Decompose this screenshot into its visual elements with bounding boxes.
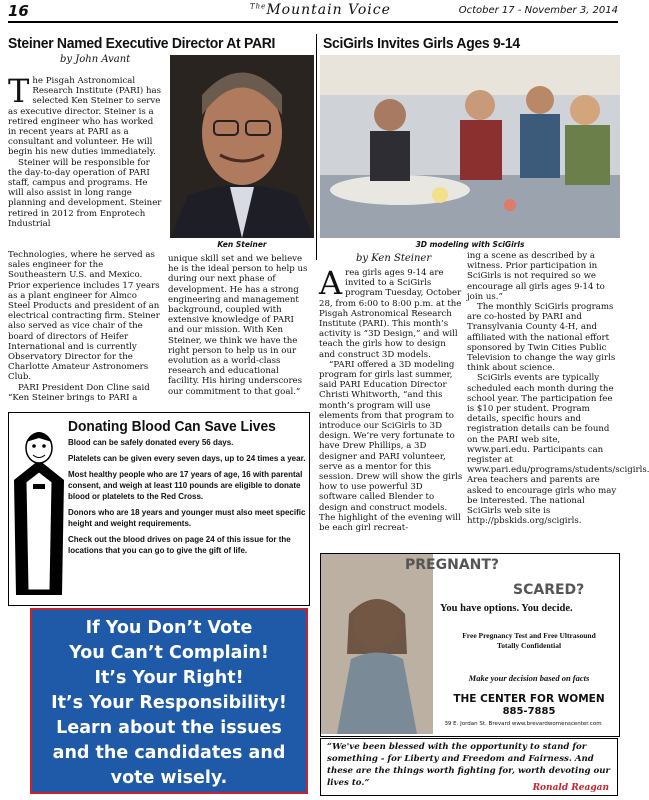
- blood-fact: Donors who are 18 years and younger must also meet specific height and weight requirements.: [68, 508, 306, 528]
- article2-p4: The monthly SciGirls programs are co-hosted by PARI and Transylvania County 4-H, and affiliated with the national effort sponsored by Twin Cities Public Television to change the way girls think about science.: [467, 302, 616, 374]
- blood-facts: [68, 437, 306, 561]
- headline-steiner: Steiner Named Executive Director At PARI: [8, 35, 276, 52]
- ad-center-name: THE CENTER FOR WOMEN: [453, 693, 605, 705]
- page-number: 16: [8, 2, 29, 20]
- vote-box: [30, 608, 308, 794]
- ad-scared: SCARED?: [513, 582, 585, 598]
- header-rule: [8, 21, 618, 23]
- article2-column2: [467, 251, 649, 527]
- article2-p5: SciGirls events are typically scheduled each month during the school year. The participation fee is $10 per student. Program details, specific hours and registration details can be found on the PARI web site, www.pari.edu. Participants can register at www.pari.edu/programs/students/scigirls. Area teachers and parents are asked to encourage girls who may be interested. The national SciGirls web site is http://pbskids.org/scigirls.: [467, 373, 649, 527]
- photo-scigirls: [320, 55, 620, 238]
- ad-options: You have options. You decide.: [440, 603, 573, 614]
- ad-address: 39 E. Jordan St. Brevard www.brevardwomenscenter.com: [444, 721, 602, 727]
- masthead-title: Mountain Voice: [266, 2, 391, 18]
- blood-fact: Most healthy people who are 17 years of age, 16 with parental consent, and weigh at least 110 pounds are eligible to donate blood or platelets to the Red Cross.: [68, 470, 303, 501]
- article2-p3: ing a scene as described by a witness. Prior participation in SciGirls is not required so we encourage all girls ages 9-14 to join us.”: [467, 251, 605, 302]
- vote-line: and the candidates and: [52, 743, 286, 763]
- article1-p2: Steiner will be responsible for the day-to-day operation of PARI staff, campus and programs. He will also assist in long range planning and development. Steiner retired in 2012 from Enprotech Industrial: [8, 157, 162, 229]
- article2-p1: rea girls ages 9-14 are invited to a SciGirls program Tuesday, October 28, from 6:00 to 8:00 p.m. at the Pisgah Astronomical Research Institute (PARI). This month’s activity is “3D Design,” and will teach the girls how to design and construct 3D models.: [319, 268, 462, 360]
- caption-ken-steiner: Ken Steiner: [217, 240, 267, 249]
- article2-column1: [319, 264, 463, 534]
- blood-title: Donating Blood Can Save Lives: [68, 418, 276, 435]
- ad-photo-woman: [321, 554, 433, 734]
- article1-p3: PARI President Don Cline said “Ken Steiner brings to PARI a: [8, 382, 150, 403]
- article1-column1: [8, 72, 163, 229]
- ad-test-line1: Free Pregnancy Test and Free Ultrasound: [462, 631, 596, 640]
- ad-decision: Make your decision based on facts: [468, 673, 590, 683]
- issue-date: October 17 - November 3, 2014: [458, 5, 618, 16]
- caption-scigirls: 3D modeling with SciGirls: [415, 240, 525, 249]
- vote-line: It’s Your Responsibility!: [51, 693, 287, 713]
- article2-p2: “PARI offered a 3D modeling program for girls last summer, said PARI Education Director Christi Whitworth, “and this month’s program will use elements from that program to introduce our SciGirls to 3D design. We’re very fortunate to have Drew Phillips, a 3D designer and PARI volunteer, serve as a mentor for this session. Drew will show the girls how to use powerful 3D software called Blender to design and construct models. The highlight of the evening will be each girl recreat-: [319, 359, 463, 534]
- drop-cap-t: T: [8, 72, 30, 110]
- column-divider: [316, 34, 317, 260]
- article1-p2b: Technologies, where he served as sales engineer for the Southeastern U.S. and Mexico. Prior experience includes 17 years as a plant engineer for Almco Steel Products and president of an electrical contracting firm. Steiner also served as vice chair of the board of directors of Heifer International and is currently Observatory Director for the Charlotte Amateur Astronomers Club.: [8, 250, 160, 383]
- blood-fact: Blood can be safely donated every 56 days.: [68, 438, 234, 447]
- ad-phone: 885-7885: [502, 706, 556, 717]
- article1-p4: unique skill set and we believe he is the ideal person to help us during our next phase of development. He has a strong engineering and management background, coupled with extensive knowledge of PARI and our mission. With Ken Steiner, we think we have the right person to help us in our evolution as a world-class research and educational facility. His hiring underscores our commitment to that goal.”: [168, 254, 308, 397]
- blood-fact: Check out the blood drives on page 24 of this issue for the locations that you can go to give the gift of life.: [68, 535, 291, 555]
- ad-test-line2: Totally Confidential: [496, 641, 562, 650]
- ad-pregnant: PREGNANT?: [405, 557, 500, 573]
- byline-scigirls: by Ken Steiner: [356, 253, 432, 264]
- drop-cap-a: A: [319, 264, 343, 302]
- masthead-the: The: [250, 2, 267, 11]
- vampire-illustration: [12, 420, 66, 600]
- article1-p1: he Pisgah Astronomical Research Institute (PARI) has selected Ken Steiner to serve as executive director. Steiner is a retired engineer who has worked in recent years at PARI as a consultant and volunteer. He will begin his new duties immediately.: [8, 76, 162, 158]
- photo-ken-steiner: [170, 55, 314, 238]
- masthead: [250, 2, 391, 18]
- vote-line: If You Don’t Vote: [85, 618, 253, 638]
- quote-author: Ronald Reagan: [532, 783, 609, 793]
- quote-text: “We've been blessed with the opportunity to stand for something - for Liberty and Freedom and Fairness. And these are the things worth fighting for, worth devoting our lives to.”: [327, 742, 611, 788]
- headline-scigirls: SciGirls Invites Girls Ages 9-14: [323, 35, 520, 52]
- vote-line: Learn about the issues: [56, 718, 282, 738]
- vote-line: It’s Your Right!: [94, 668, 244, 688]
- ad-test: [440, 631, 618, 651]
- article1-column1b: [8, 250, 161, 403]
- vote-line: You Can’t Complain!: [69, 643, 269, 663]
- byline-steiner: by John Avant: [60, 54, 131, 65]
- blood-fact: Platelets can be given every seven days, up to 24 times a year.: [68, 454, 306, 463]
- article1-column2: [168, 254, 310, 397]
- reagan-quote-box: [320, 738, 618, 796]
- vote-line: vote wisely.: [110, 768, 228, 788]
